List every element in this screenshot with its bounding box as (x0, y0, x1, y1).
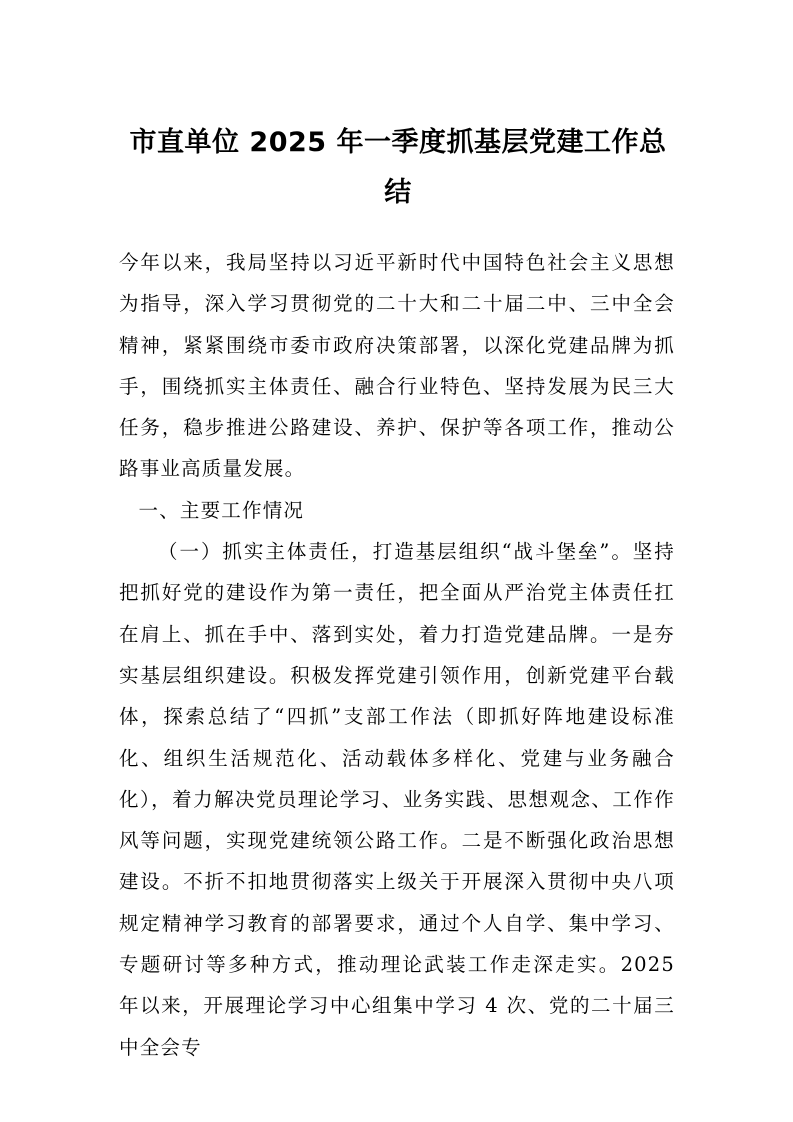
body-paragraph: （一）抓实主体责任，打造基层组织“战斗堡垒”。坚持把抓好党的建设作为第一责任，把全面从严治党主体责任扛在肩上、抓在手中、落到实处，着力打造党建品牌。一是夯实基层组织建设。积极发挥党建引领作用，创新党建平台载体，探索总结了“四抓”支部工作法（即抓好阵地建设标准化、组织生活规范化、活动载体多样化、党建与业务融合化），着力解决党员理论学习、业务实践、思想观念、工作作风等问题，实现党建统领公路工作。二是不断强化政治思想建设。不折不扣地贯彻落实上级关于开展深入贯彻中央八项规定精神学习教育的部署要求，通过个人自学、集中学习、专题研讨等多种方式，推动理论武装工作走深走实。2025 年以来，开展理论学习中心组集中学习 4 次、党的二十届三中全会专 (119, 540, 675, 1059)
section-heading: 一、主要工作情况 (138, 498, 305, 522)
title-line-2: 结 (384, 177, 412, 208)
title-line-1: 市直单位 2025 年一季度抓基层党建工作总 (129, 127, 667, 158)
intro-paragraph: 今年以来，我局坚持以习近平新时代中国特色社会主义思想为指导，深入学习贯彻党的二十大和二十届二中、三中全会精神，紧紧围绕市委市政府决策部署，以深化党建品牌为抓手，围绕抓实主体责任、融合行业特色、坚持发展为民三大任务，稳步推进公路建设、养护、保护等各项工作，推动公路事业高质量发展。 (119, 251, 675, 481)
document-body (119, 242, 675, 1068)
document-title (118, 118, 678, 218)
